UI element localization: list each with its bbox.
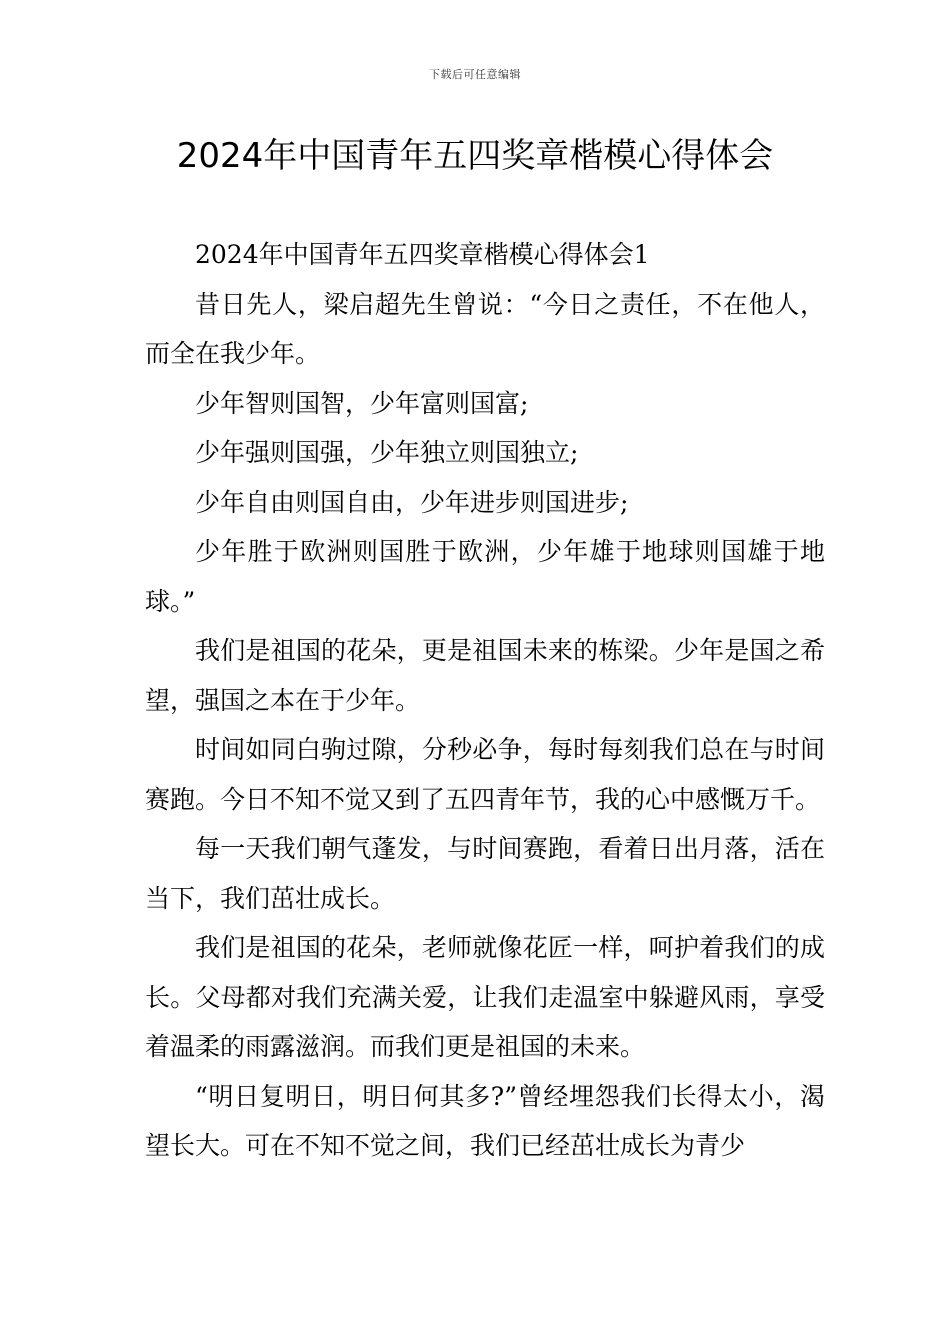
paragraph: 少年强则国强，少年独立则国独立; xyxy=(195,438,579,467)
paragraph: “明日复明日，明日何其多?”曾经埋怨我们长得太小，渴望长大。可在不知不觉之间，我们已经茁壮成长为青少 xyxy=(145,1081,825,1160)
paragraph: 昔日先人，梁启超先生曾说：“今日之责任，不在他人，而全在我少年。 xyxy=(145,289,825,368)
document-title: 2024年中国青年五四奖章楷模心得体会 xyxy=(176,136,774,176)
paragraph: 少年自由则国自由，少年进步则国进步; xyxy=(195,487,629,517)
paragraph: 少年智则国智，少年富则国富; xyxy=(195,388,529,418)
paragraph: 时间如同白驹过隙，分秒必争，每时每刻我们总在与时间赛跑。今日不知不觉又到了五四青年节，我的心中感慨万千。 xyxy=(145,735,825,814)
paragraph: 少年胜于欧洲则国胜于欧洲，少年雄于地球则国雄于地球。” xyxy=(145,537,825,616)
paragraph-subtitle: 2024年中国青年五四奖章楷模心得体会1 xyxy=(195,240,650,269)
header-note: 下载后可任意编辑 xyxy=(429,68,521,81)
paragraph: 每一天我们朝气蓬发，与时间赛跑，看着日出月落，活在当下，我们茁壮成长。 xyxy=(145,834,825,913)
paragraph: 我们是祖国的花朵，更是祖国未来的栋梁。少年是国之希望，强国之本在于少年。 xyxy=(145,636,825,715)
document-body xyxy=(145,230,825,1171)
paragraph: 我们是祖国的花朵，老师就像花匠一样，呵护着我们的成长。父母都对我们充满关爱，让我们走温室中躲避风雨，享受着温柔的雨露滋润。而我们更是祖国的未来。 xyxy=(145,933,825,1061)
